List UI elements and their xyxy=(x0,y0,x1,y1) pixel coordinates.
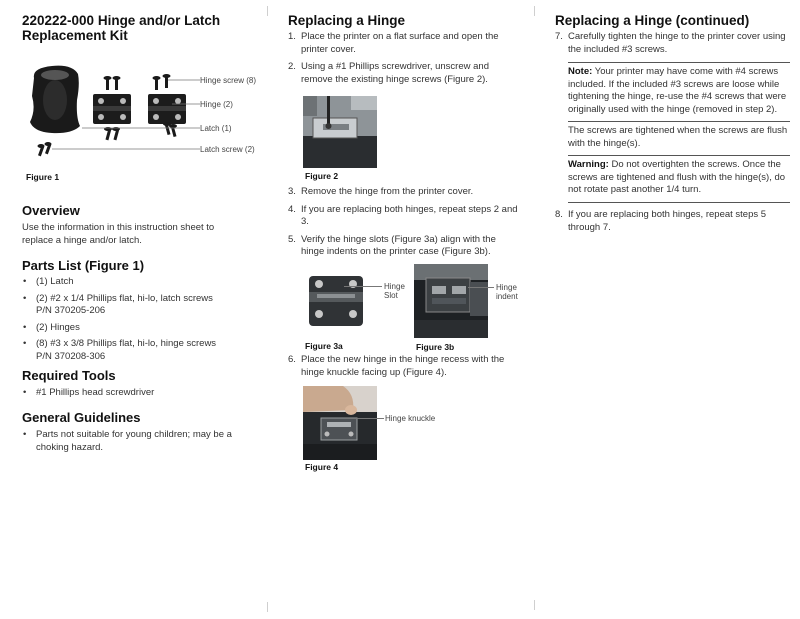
tools-list-item: • #1 Phillips head screwdriver xyxy=(22,387,257,400)
notes-block xyxy=(568,62,790,203)
label-hinge-knuckle: Hinge knuckle xyxy=(385,414,436,423)
section-title-replacing-hinge-continued: Replacing a Hinge (continued) xyxy=(555,13,750,28)
overview-text: Use the information in this instruction sheet to replace a hinge and/or latch. xyxy=(22,222,215,246)
step-7-list xyxy=(555,31,787,61)
guidelines-list xyxy=(22,429,252,458)
warning-text: Do not overtighten the screws. Once the screws are tightened and flush with the hinge(s), do not rotate past another 1/4 turn. xyxy=(568,159,786,195)
column-divider-top-2 xyxy=(534,6,535,16)
step-item: 4. If you are replacing both hinges, repeat steps 2 and 3. xyxy=(288,203,518,227)
hinge-screws-bottom xyxy=(104,122,177,140)
overview-heading: Overview xyxy=(22,203,80,218)
figure-3a-photo xyxy=(305,272,367,330)
figure-2-caption: Figure 2 xyxy=(305,171,339,181)
parts-list-heading: Parts List (Figure 1) xyxy=(22,258,145,273)
figure-1-caption: Figure 1 xyxy=(26,172,60,182)
step-item: 2. Using a #1 Phillips screwdriver, unscrew and remove the existing hinge screws (Figure 2). xyxy=(288,61,489,85)
latch-screws xyxy=(38,142,52,156)
parts-list xyxy=(22,276,257,367)
step-item: 1. Place the printer on a flat surface and open the printer cover. xyxy=(288,31,499,55)
flush-text: The screws are tightened when the screws are flush with the hinge(s). xyxy=(568,125,788,149)
figure-2-photo xyxy=(303,96,377,168)
figure-3b-photo xyxy=(414,264,488,338)
label-hinge: Hinge (2) xyxy=(200,100,233,109)
steps-list-c xyxy=(288,354,520,384)
document-title: 220222-000 Hinge and/or Latch Replacement Kit xyxy=(22,13,221,43)
step-8-list xyxy=(555,209,787,239)
label-hinge-screw: Hinge screw (8) xyxy=(200,76,257,85)
note-text: Your printer may have come with #4 screws included. If the included #3 screws are loose while tightening the hinge, re-use the #4 screws that were originally used with the hinge (removed in step 2). xyxy=(568,66,787,115)
steps-list-a xyxy=(288,31,520,91)
general-guidelines-heading: General Guidelines xyxy=(22,410,141,425)
step-item: 8. If you are replacing both hinges, repeat steps 5 through 7. xyxy=(555,209,767,233)
leader-hinge-knuckle xyxy=(346,418,384,419)
label-hinge-indent: Hinge indent xyxy=(496,283,518,301)
parts-list-item: • (2) Hinges xyxy=(22,322,257,335)
label-hinge-slot: Hinge Slot xyxy=(384,282,405,300)
figure-1 xyxy=(22,60,262,185)
label-latch: Latch (1) xyxy=(200,124,232,133)
hinge-screws-top xyxy=(104,74,171,90)
parts-list-item: • (8) #3 x 3/8 Phillips flat, hi-lo, hinge screws P/N 370208-306 xyxy=(22,338,257,363)
guidelines-list-item: • Parts not suitable for young children; may be a choking hazard. xyxy=(22,429,252,454)
step-item: 6. Place the new hinge in the hinge recess with the hinge knuckle facing up (Figure 4). xyxy=(288,354,505,378)
warning-label: Warning: xyxy=(568,159,609,170)
column-divider-top-1 xyxy=(267,6,268,16)
figure-3a-caption: Figure 3a xyxy=(305,341,343,351)
warning-box xyxy=(568,155,790,203)
parts-list-item: • (2) #2 x 1/4 Phillips flat, hi-lo, latch screws P/N 370205-206 xyxy=(22,293,257,318)
column-divider-bottom-2 xyxy=(534,600,535,610)
label-latch-screw: Latch screw (2) xyxy=(200,145,255,154)
column-divider-bottom-1 xyxy=(267,602,268,612)
note-box xyxy=(568,62,790,121)
step-item: 7. Carefully tighten the hinge to the printer cover using the included #3 screws. xyxy=(555,31,786,55)
leader-hinge-indent xyxy=(468,287,494,288)
required-tools-heading: Required Tools xyxy=(22,368,116,383)
step-item: 5. Verify the hinge slots (Figure 3a) align with the hinge indents on the printer case (Figure 3b). xyxy=(288,233,496,257)
figure-4-photo xyxy=(303,386,377,460)
latch-shape xyxy=(30,66,80,133)
step-item: 3. Remove the hinge from the printer cover. xyxy=(288,186,474,197)
flush-box xyxy=(568,121,790,155)
section-title-replacing-hinge: Replacing a Hinge xyxy=(288,13,406,28)
note-label: Note: xyxy=(568,66,593,77)
leader-hinge-slot xyxy=(344,286,382,287)
hinge-shape-1 xyxy=(93,94,131,124)
hinge-shape-2 xyxy=(148,94,186,124)
steps-list-b xyxy=(288,186,520,264)
parts-list-item: • (1) Latch xyxy=(22,276,257,289)
tools-list xyxy=(22,387,257,404)
figure-3b-caption: Figure 3b xyxy=(416,342,455,352)
figure-4-caption: Figure 4 xyxy=(305,462,339,472)
